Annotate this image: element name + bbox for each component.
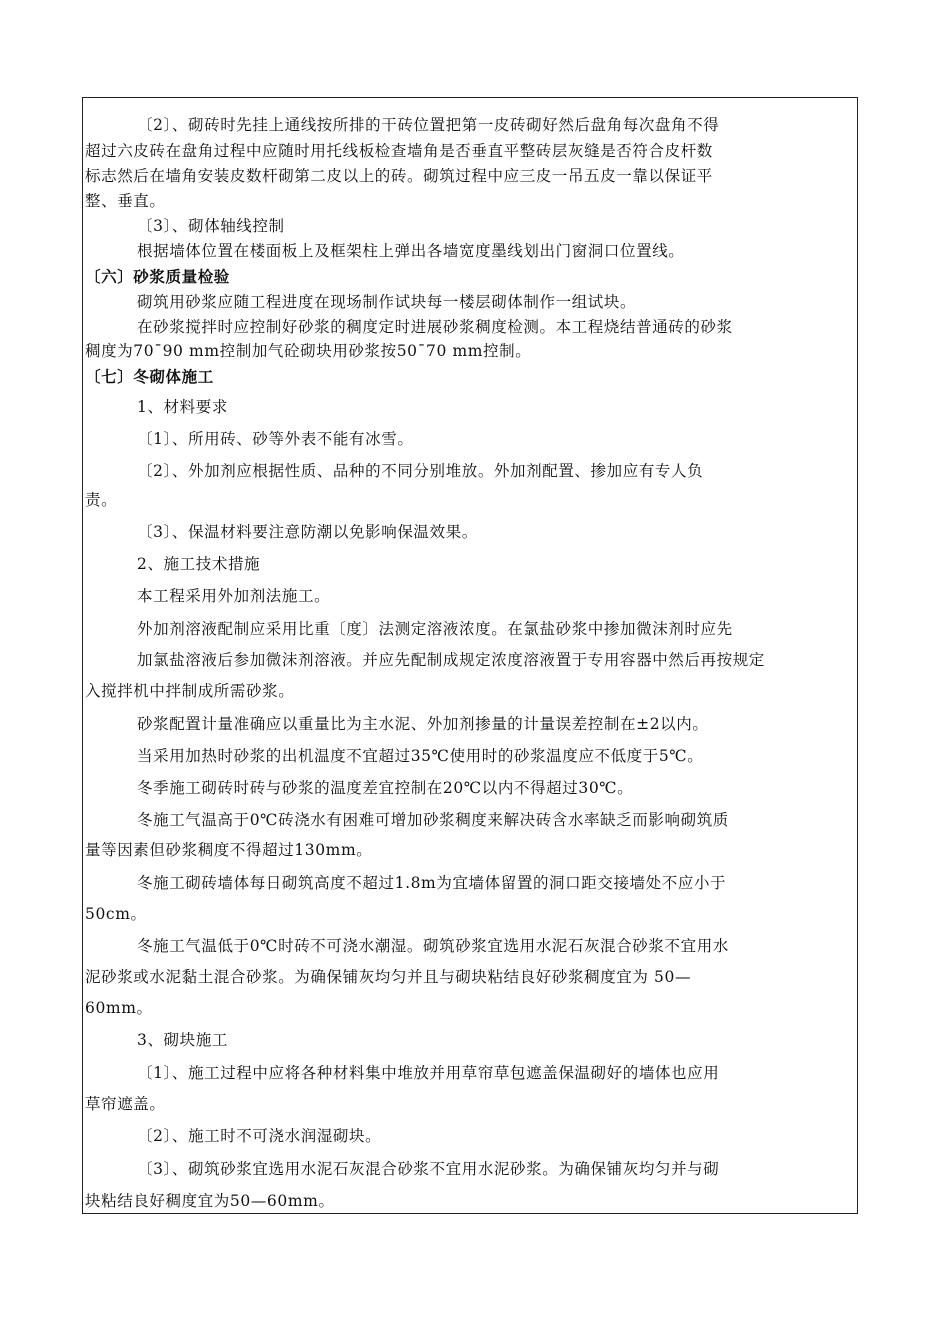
section-heading: 〔七〕冬砌体施工 xyxy=(85,368,214,386)
text-line: 3、砌块施工 xyxy=(137,1031,228,1049)
text-line: 当采用加热时砂浆的出机温度不宜超过35℃使用时的砂浆温度应不低度于5℃。 xyxy=(137,747,704,765)
text-line: 〔1〕、施工过程中应将各种材料集中堆放并用草帘草包遮盖保温砌好的墙体也应用 xyxy=(137,1064,720,1082)
text-line: 稠度为70¯90 mm控制加气砼砌块用砂浆按50¯70 mm控制。 xyxy=(85,342,532,360)
text-line: 加氯盐溶液后参加微沫剂溶液。并应先配制成规定浓度溶液置于专用容器中然后再按规定 xyxy=(137,651,765,669)
text-line: 〔1〕、所用砖、砂等外表不能有冰雪。 xyxy=(137,430,414,448)
section-heading: 〔六〕砂浆质量检验 xyxy=(85,268,230,286)
text-line: 冬施工砌砖墙体每日砌筑高度不超过1.8m为宜墙体留置的洞口距交接墙处不应小于 xyxy=(137,874,727,892)
text-line: 整、垂直。 xyxy=(85,192,166,210)
text-line: 砂浆配置计量准确应以重量比为主水泥、外加剂掺量的计量误差控制在±2以内。 xyxy=(137,715,709,733)
text-line: 责。 xyxy=(85,491,118,509)
text-line: 量等因素但砂浆稠度不得超过130mm。 xyxy=(85,841,373,859)
text-line: 2、施工技术措施 xyxy=(137,555,261,573)
text-line: 〔3〕、砌体轴线控制 xyxy=(137,217,285,235)
text-line: 〔3〕、砌筑砂浆宜选用水泥石灰混合砂浆不宜用水泥砂浆。为确保铺灰均匀并与砌 xyxy=(137,1160,720,1178)
text-line: 在砂浆搅拌时应控制好砂浆的稠度定时进展砂浆稠度检测。本工程烧结普通砖的砂浆 xyxy=(137,318,733,336)
text-line: 冬施工气温高于0℃砖浇水有困难可增加砂浆稠度来解决砖含水率缺乏而影响砌筑质 xyxy=(137,811,729,829)
text-line: 冬季施工砌砖时砖与砂浆的温度差宜控制在20℃以内不得超过30℃。 xyxy=(137,779,634,797)
text-line: 1、材料要求 xyxy=(137,398,228,416)
text-line: 外加剂溶液配制应采用比重〔度〕法测定溶液浓度。在氯盐砂浆中掺加微沫剂时应先 xyxy=(137,620,733,638)
text-line: 60mm。 xyxy=(85,999,153,1017)
text-line: 50cm。 xyxy=(85,905,147,923)
text-line: 砌筑用砂浆应随工程进度在现场制作试块每一楼层砌体制作一组试块。 xyxy=(137,293,637,311)
text-line: 泥砂浆或水泥黏土混合砂浆。为确保铺灰均匀并且与砌块粘结良好砂浆稠度宜为 50— xyxy=(85,968,692,986)
text-line: 本工程采用外加剂法施工。 xyxy=(137,587,331,605)
text-line: 草帘遮盖。 xyxy=(85,1095,166,1113)
text-line: 根据墙体位置在楼面板上及框架柱上弹出各墙宽度墨线划出门窗洞口位置线。 xyxy=(137,242,685,260)
text-line: 〔2〕、施工时不可浇水润湿砌块。 xyxy=(137,1127,382,1145)
text-line: 冬施工气温低于0℃时砖不可浇水潮湿。砌筑砂浆宜选用水泥石灰混合砂浆不宜用水 xyxy=(137,937,729,955)
text-line: 入搅拌机中拌制成所需砂浆。 xyxy=(85,682,295,700)
text-line: 〔3〕、保温材料要注意防潮以免影响保温效果。 xyxy=(137,523,478,541)
text-line: 超过六皮砖在盘角过程中应随时用托线板检查墙角是否垂直平整砖层灰缝是否符合皮杆数 xyxy=(85,142,713,160)
text-line: 〔2〕、砌砖时先挂上通线按所排的干砖位置把第一皮砖砌好然后盘角每次盘角不得 xyxy=(137,116,720,134)
text-line: 块粘结良好稠度宜为50—60mm。 xyxy=(85,1192,335,1210)
text-line: 〔2〕、外加剂应根据性质、品种的不同分别堆放。外加剂配置、掺加应有专人负 xyxy=(137,462,704,480)
text-line: 标志然后在墙角安装皮数杆砌第二皮以上的砖。砌筑过程中应三皮一吊五皮一靠以保证平 xyxy=(85,167,713,185)
